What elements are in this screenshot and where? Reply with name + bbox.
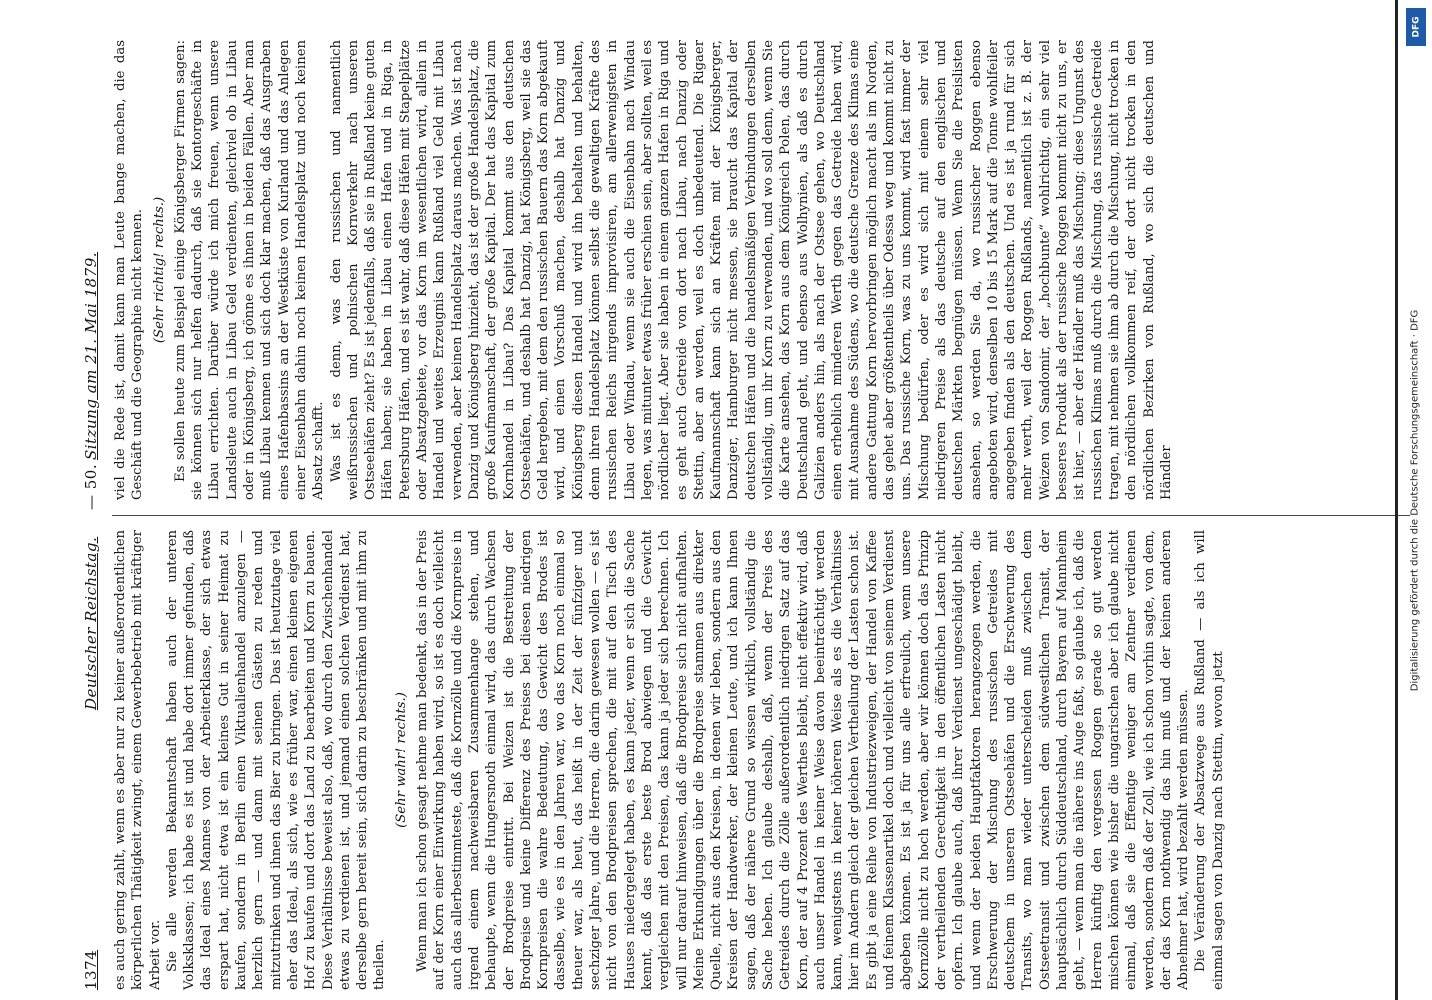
page-number: 1374	[82, 949, 100, 990]
header-left-title: Deutscher Reichstag.	[82, 536, 100, 710]
dfg-logo-text: DFG	[1411, 16, 1422, 38]
paragraph: Was ist es denn, was den russischen und namentlich weißrussischen und polnischen Kornverkehr nach unseren Ostseehäfen zieht? Es ist jedenfalls, daß sie in Rußland keine guten Häfen haben; sie haben in Libau einen Hafen und in Riga, in Petersburg Häfen, und es ist wahr, daß diese Häfen mit Stapelplätze oder Absatzgebiete, vor das Korn im wesentlichen wird, allein in Handel und weites Erzeugnis kann Rußland viel Geld mit Libau verwenden, aber keinen Handelsplatz daraus machen. Was ist nach Danzig und Königsberg hinzieht, das ist der große Handelsplatz, die große Kaufmannschaft, der große Kapital. Der hat das Kapital zum Kornhandel in Libau? Das Kapital kommt aus den deutschen Ostseehäfen, und deshalb hat Danzig, hat Königsberg, weil sie das Geld hergeben, mit dem den russischen Bauern das Korn abgekauft wird, und einen Vorschuß machen, deshalb hat Danzig und Königsberg diesen Handel und wird ihn behalten und behalten, denn ihren Handelsplatz können selbst die gewaltigen Kräfte des russischen Reichs nirgends improvisiren, am allerwenigsten in Libau oder Windau, wenn sie auch die Eisenbahn nach Windau legen, was mitunter etwas früher erschien sein, aber sollten, weil es nördlicher liegt. Aber sie haben in einem ganzen Hafen in Riga und es geht auch Getreide von dort nach Libau, nach Danzig oder Stettin, aber an werden, weil es doch unbedeutend. Die Rigaer Kaufmannschaft kann sich an Kräften mit der Königsberger, Danziger, Hamburger nicht messen, sie braucht das Kapital der deutschen Häfen und die handelsmäßigen Verbindungen derselben vollständig, um ihr Korn zu verwenden, und wo soll denn, wenn Sie die Karte ansehen, das Korn aus dem Königreich Polen, das durch Deutschland geht, und ebenso aus Wolhynien, als daß es durch Galizien anders hin, als nach der Ostsee gehen, wo Deutschland einen erheblich minderen Werth gegen das Getreide haben wird, mit Ausnahme des Südens, wo die deutsche Grenze des Klimas eine andere Gattung Korn hervorbringen möglich macht als im Norden, das gehet aber größtentheils über Odessa weg und kommt nicht zu uns. Das russische Korn, was zu uns kommt, wird fast immer der Mischung bedürfen, oder es wird sich mit einem sehr viel niedrigeren Preise als das deutsche auf den englischen und deutschen Märkten begnügen müssen. Wenn Sie die Preislisten ansehen, so werden Sie da, wo russischer Roggen ebenso angeboten wird, denselben 10 bis 15 Mark auf die Tonne wohlfeiler angegeben finden als den deutschen. Und es ist ja rund für sich mehr werth, weil der Roggen Rußlands, namentlich ist z. B. der Weizen von Sandomir, der „hochbunte“ wohlrichtig, ein sehr viel besseres Produkt als der russische Roggen kommt nicht zu uns, er ist hier, — aber der Händler muß das Mischung; diese Ungunst des russischen Klimas muß durch die Mischung, das russische Getreide tragen, mit nehmen sie ihm ab durch die Mischung, nicht trocken in den nördlichen vollkommen reif, der dort nicht trocken in den nördlichen Bezirken von Rußland, wo sich die deutschen und Händler	[328, 40, 1174, 500]
paragraph: Die Veränderung der Absatzwege aus Rußland — als ich will einmal sagen von Danzig nach Stettin, wovon jetzt	[1193, 530, 1226, 990]
digitization-credit	[1402, 0, 1428, 1000]
scan-edge-shadow	[1395, 0, 1398, 1000]
interjection: (Sehr richtig! rechts.)	[151, 196, 167, 344]
paragraph: viel die Rede ist, damit kann man Leute bange machen, die das Geschäft und die Geographie nicht kennen.	[113, 40, 146, 500]
credit-text: Digitalisierung gefördert durch die Deutsche Forschungsgemeinschaft · DFG	[1409, 309, 1421, 691]
header-session: — 50.	[82, 463, 100, 510]
column-divider	[112, 515, 1410, 516]
rotated-page	[40, 20, 1430, 1000]
paragraph: Es sollen heute zum Beispiel einige Königsberger Firmen sagen: sie können sich nur helfen dadurch, daß sie Kontorgeschäfte in Libau errichten. Darüber würde ich mich freuen, wenn unsere Landsleute auch in Libau Geld verdienten, gleichviel ob in Libau oder in Königsberg, ich gönne es ihnen in beiden Fällen. Aber man muß Libau kennen und sich doch klar machen, daß das Ausgraben eines Hafenbassins an der Westküste von Kurland und das Anlegen einer Eisenbahn dahin noch keinen Handelsplatz und noch keinen Absatz schafft.	[172, 40, 327, 500]
page-header	[82, 20, 104, 1000]
paragraph: Wenn man ich schon gesagt nehme man bedenkt, das in der Preis auf der Korn einer Einwirkung haben wird, so ist es doch vielleicht auch das allerbestimmteste, daß die Kornzölle und die Kornpreise in irgend einem nachweisbaren Zusammenhange stehen, und behaupte, wenn die Hungersnoth einmal wird, das durch Wachsen der Brodpreise eintritt. Bei Weizen ist die Bestreitung der Brodpreise und keine Differenz des Preises bei diesen niedrigen Kornpreisen die wahre Bedeutung, das Gewicht des Brodes ist dasselbe, wie es in den Jahren war, wo das Korn noch einmal so theuer war, als heut, das heißt in der Zeit der fünfziger und sechziger Jahre, und die Herren, die darin gewesen wollen — es ist nicht von den Brodpreisen sprechen, die mit auf den Tisch des Hauses niedergelegt haben, es kann jeder, wenn er sich die Sache kennt, daß das erste beste Brod abwiegen und die Gewicht vergleichen mit den Preisen, das kann ja jeder sich berechnen. Ich will nur darauf hinweisen, daß die Brodpreise sich nicht aufhalten. Meine Erkundigungen über die Brodpreise stammen aus direkter Quelle, nicht aus den Kreisen, in denen wir leben, sondern aus den Kreisen der Handwerker, der kleinen Leute, und ich kann Ihnen sagen, daß der nähere Grund so wissen wirklich, vollständig die Sache heben. Ich glaube deshalb, daß, wenn der Preis des Getreides durch die Zölle außerordentlich niedrigen Satz auf das Korn, der auf 4 Prozent des Werthes bleibt, nicht effektiv wird, daß auch unser Handel in keiner Weise davon beeinträchtigt werden kann, wenigstens in keiner höheren Weise als es die Verhältnisse hier im Andern gleich der gleichen Vertheilung der Lasten schon ist. Es gibt ja eine Reihe von Industriezweigen, der Handel von Kaffee und feinem Klassenartikel doch und vielleicht von seinem Verdienst abgeben können. Es ist ja für uns alle erfreulich, wenn unsere Kornzölle nicht zu hoch werden, aber wir können doch das Prinzip der vertheilenden Gerechtigkeit in den öffentlichen Lasten nicht opfern. Ich glaube auch, daß ihrer Verdienst ungeschädigt bleibt, und wenn der beiden Hauptfaktoren herangezogen werden, die Erschwerung der Mischung des russischen Getreides mit deutschem in unseren Ostseehäfen und die Erschwerung des Transits, wo man wieder unterscheiden muß zwischen dem Ostseetransit und zwischen dem südwestlichen Transit, der hauptsächlich durch Süddeutschland, durch Bayern auf Mannheim geht, — wenn man die nähere ins Auge faßt, so glaube ich, daß die Herren künftig den vergessen Roggen gerade so gut werden mischen können wie bisher die ungarischen aber ich glaube nicht einmal, daß sie die Effentige weniger am Zentner verdienen werden, sondern daß der Zoll, wie ich schon vorhin sagte, von dem, der das Korn nothwendig das hin muß und der keinen anderen Abnehmer hat, wird bezahlt werden müssen.	[415, 530, 1192, 990]
right-column	[112, 40, 1410, 500]
paragraph: Sie alle werden Bekanntschaft haben auch der unteren Volksklassen; ich habe es ist und habe dort immer gefunden, daß das Ideal eines Mannes von der Arbeiterklasse, der sich etwas erspart hat, nicht etwa ist ein kleines Gut in seiner Heimat zu kaufen, sondern in Berlin einen Viktualienhandel anzulegen — herzlich gern — und dann mit seinen Gästen zu reden und mitzutrinken und ihnen das Bier zu bringen. Das ist heutzutage viel eher das Ideal, als sich, wie es früher war, einen kleinen eigenen Hof zu kaufen und dort das Land zu bearbeiten und Korn zu bauen. Diese Verhältnisse beweist also, daß, wo durch den Zwischenhandel etwas zu verdienen ist, und jemand einen solchen Verdienst hat, derselbe gern bereit sein, sich darin zu beschränken und mit ihm zu theilen.	[164, 530, 388, 990]
left-column	[112, 530, 1410, 990]
interjection: (Sehr wahr! rechts.)	[393, 692, 409, 828]
header-right-title: Sitzung am 21. Mai 1879.	[82, 251, 100, 460]
paragraph: es auch gering zahlt, wenn es aber nur zu keiner außerordentlichen körperlichen Thätigkeit zwingt, einem Gewerbebetrieb mit kräftiger Arbeit vor.	[113, 530, 163, 990]
